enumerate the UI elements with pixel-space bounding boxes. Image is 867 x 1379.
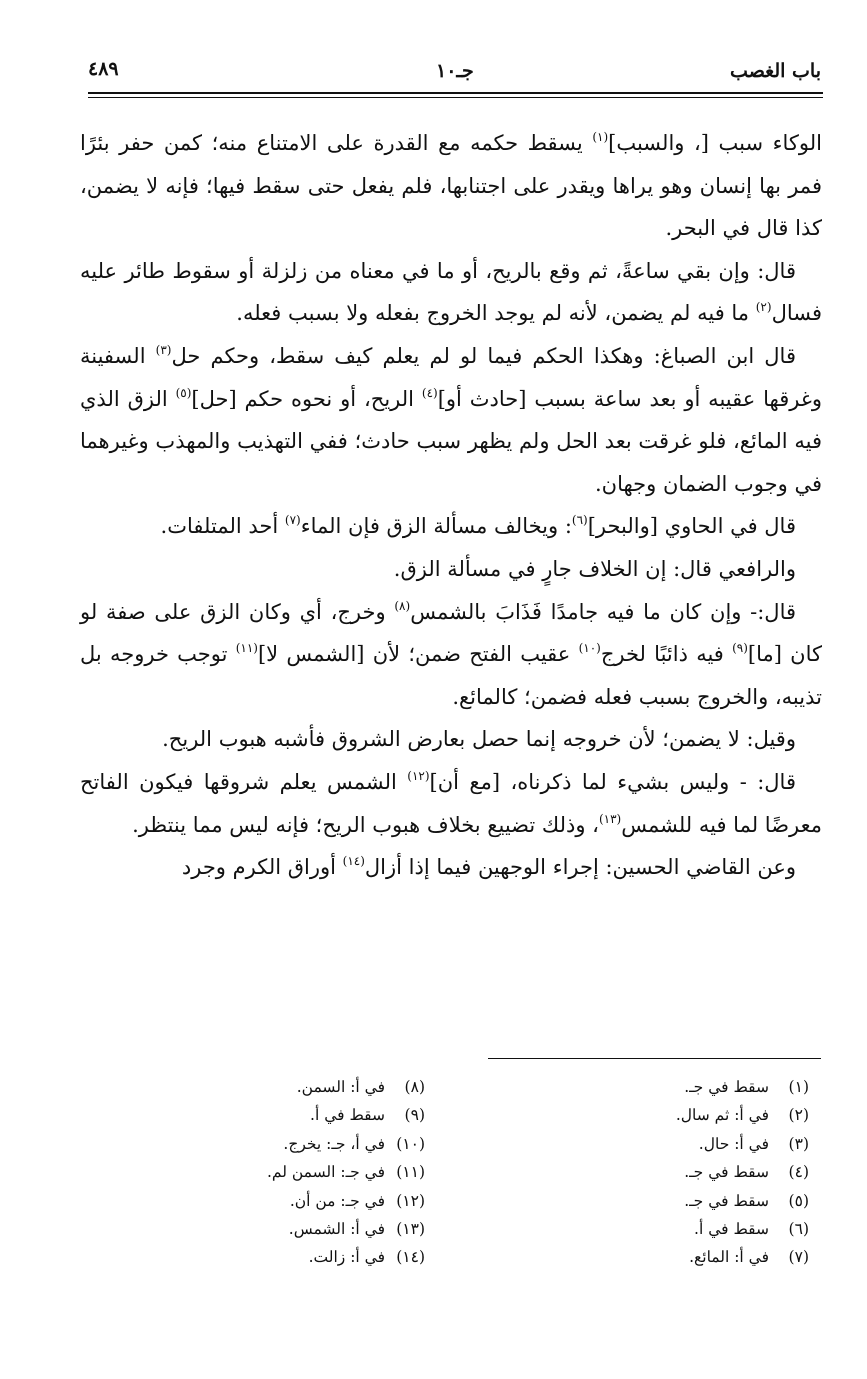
running-header [88,54,821,94]
footnote-ref: (١١) [235,641,258,656]
footnotes-column-left [195,1073,425,1272]
paragraph: قال:- وإن كان ما فيه جامدًا فَذَابَ بالشمس$^{(٨)}$ وخرج، أي وكان الزق على صفة لو كان [ما]$^{(٩)}$ فيه ذائبًا لخرج$^{(١٠)}$ عقيب الفتح ضمن؛ لأن [الشمس لا]$^{(١١)}$ توجب خروجه بل تذيبه، والخروج بسبب فعله فضمن؛ كالمائع. [80,598,822,709]
footnote-item: (١٤)في أ: زالت. [308,1248,425,1267]
header-rule-thick [88,92,823,94]
paragraph: الوكاء سبب [، والسبب]$^{(١)}$ يسقط حكمه مع القدرة على الامتناع منه؛ كمن حفر بئرًا فمر بها إنسان وهو يراها ويقدر على اجتنابها، فلم يفعل حتى سقط فيها؛ فإنه لا يضمن، كذا قال في البحر. [80,130,822,241]
footnote-item: (١٣)في أ: الشمس. [288,1220,425,1239]
footnote-ref: (٦) [571,513,588,528]
paragraph: والرافعي قال: إن الخلاف جارٍ في مسألة الزق. [393,556,796,581]
paragraph: قال ابن الصباغ: وهكذا الحكم فيما لو لم يعلم كيف سقط، وحكم حل$^{(٣)}$ السفينة وغرقها عقيبه أو بعد ساعة بسبب [حادث أو]$^{(٤)}$ الريح، أو نحوه حكم [حل]$^{(٥)}$ الزق الذي فيه المائع، فلو غرقت بعد الحل ولم يظهر سبب حادث؛ ففي التهذيب والمهذب وغيرهما في وجوب الضمان وجهان. [80,342,822,496]
footnote-item: (٤)سقط في جـ. [684,1163,809,1182]
footnote-item: (٧)في أ: المائع. [689,1248,809,1267]
footnote-item: (٥)سقط في جـ. [684,1191,809,1210]
footnote-ref: (٧) [284,513,301,528]
footnote-item: (١)سقط في جـ. [684,1078,809,1096]
footnote-ref: (٣) [155,342,172,357]
footnote-ref: (٨) [394,598,411,613]
paragraph: قال في الحاوي [والبحر]$^{(٦)}$: ويخالف مسألة الزق فإن الماء$^{(٧)}$ أحد المتلفات. [160,513,796,539]
footnote-item: (١٠)في أ، جـ: يخرج. [283,1134,425,1153]
header-rule-thin [88,97,823,98]
footnote-ref: (١٣) [598,811,622,826]
footnote-ref: (٢) [755,300,772,315]
footnote-item: (١٢)في جـ: من أن. [289,1191,425,1210]
paragraph: قال: - وليس بشيء لما ذكرناه، [مع أن]$^{(١٢)}$ الشمس يعلم شروقها فيكون الفاتح معرضًا لما فيه للشمس$^{(١٣)}$، وذلك تضييع بخلاف هبوب الريح؛ فإنه ليس مما ينتظر. [80,768,822,837]
footnote-ref: (٤) [421,385,438,400]
page-number: ٤٨٩ [88,58,119,80]
footnote-ref: (١٠) [578,641,601,656]
footnote-ref: (١٤) [342,854,365,869]
footnote-ref: (١) [592,130,609,144]
paragraph: وقيل: لا يضمن؛ لأن خروجه إنما حصل بعارض الشروق فأشبه هبوب الريح. [162,727,796,752]
footnote-ref: (٩) [732,641,748,656]
footnote-item: (٨)في أ: السمن. [296,1078,425,1096]
volume-label: جـ١٠ [436,60,474,82]
footnote-item: (٢)في أ: ثم سال. [675,1106,809,1125]
chapter-title: باب الغصب [730,60,821,82]
footnotes-column-right [579,1073,809,1272]
footnote-item: (٣)في أ: حال. [698,1134,809,1153]
paragraph: وعن القاضي الحسين: إجراء الوجهين فيما إذا أزال$^{(١٤)}$ أوراق الكرم وجرد [181,854,796,880]
footnote-item: (٩)سقط في أ. [310,1106,425,1125]
footnote-item: (٦)سقط في أ. [694,1220,809,1239]
footnote-ref: (٥) [175,385,192,400]
footnote-separator [488,1058,821,1059]
main-text [80,122,822,889]
footnote-item: (١١)في جـ: السمن لم. [266,1163,425,1182]
paragraph: قال: وإن بقي ساعةً، ثم وقع بالريح، أو ما في معناه من زلزلة أو سقوط طائر عليه فسال$^{(٢)}$ ما فيه لم يضمن، لأنه لم يوجد الخروج بفعله ولا بسبب فعله. [80,258,822,326]
footnote-ref: (١٢) [407,768,430,783]
